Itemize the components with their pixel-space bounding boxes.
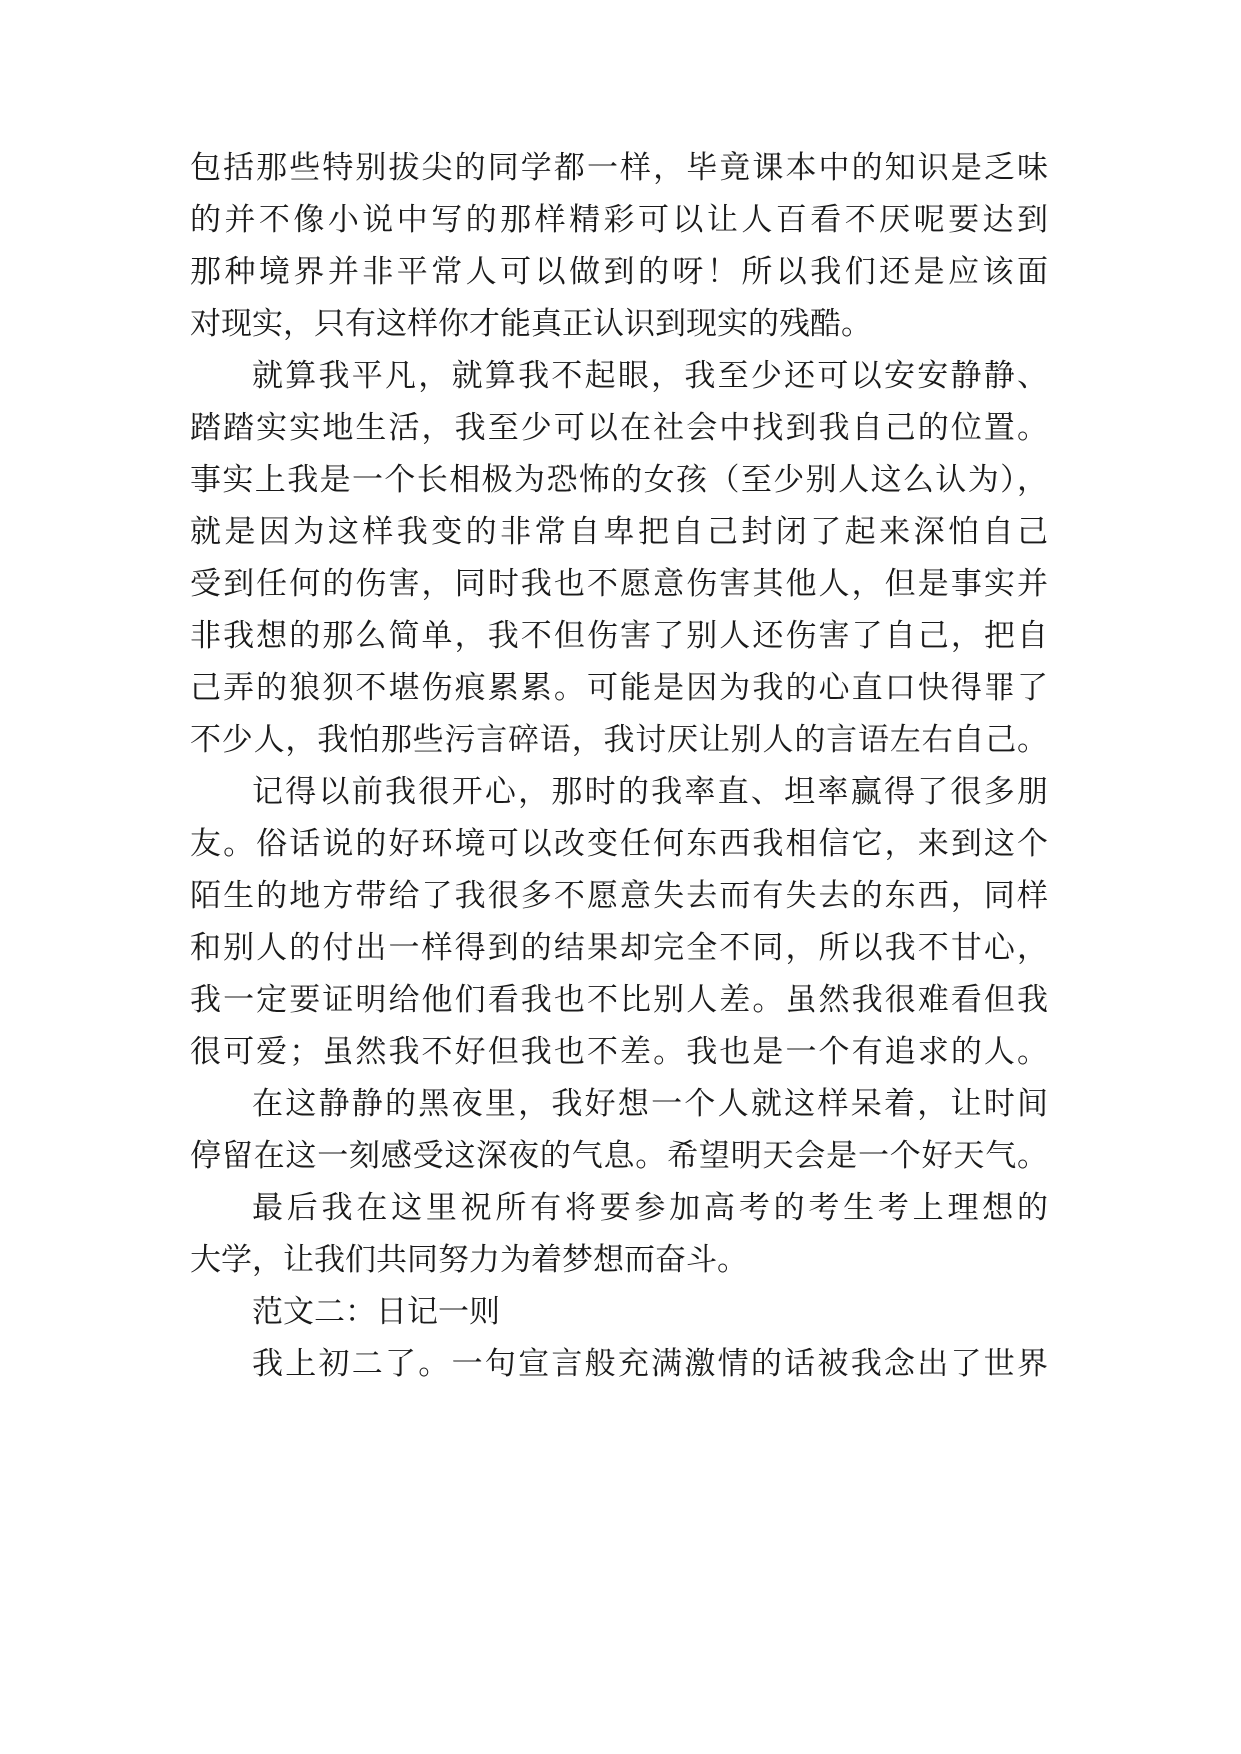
text-line: 和别人的付出一样得到的结果却完全不同，所以我不甘心， — [190, 930, 1048, 966]
text-line: 就是因为这样我变的非常自卑把自己封闭了起来深怕自己 — [190, 514, 1048, 550]
text-line: 包括那些特别拔尖的同学都一样，毕竟课本中的知识是乏味 — [190, 150, 1048, 186]
text-line: 友。俗话说的好环境可以改变任何东西我相信它，来到这个 — [190, 826, 1048, 862]
text-line: 很可爱；虽然我不好但我也不差。我也是一个有追求的人。 — [190, 1034, 1048, 1070]
text-line: 受到任何的伤害，同时我也不愿意伤害其他人，但是事实并 — [190, 566, 1048, 602]
section-heading: 范文二：日记一则 — [252, 1294, 500, 1330]
text-line: 踏踏实实地生活，我至少可以在社会中找到我自己的位置。 — [190, 410, 1048, 446]
text-line: 陌生的地方带给了我很多不愿意失去而有失去的东西，同样 — [190, 878, 1048, 914]
paragraph-first-line: 在这静静的黑夜里，我好想一个人就这样呆着，让时间 — [252, 1086, 1048, 1122]
text-line: 停留在这一刻感受这深夜的气息。希望明天会是一个好天气。 — [190, 1138, 1048, 1174]
paragraph-first-line: 最后我在这里祝所有将要参加高考的考生考上理想的 — [252, 1190, 1048, 1226]
paragraph-first-line: 记得以前我很开心，那时的我率直、坦率赢得了很多朋 — [252, 774, 1048, 810]
text-line: 对现实，只有这样你才能真正认识到现实的残酷。 — [190, 306, 872, 342]
text-line: 非我想的那么简单，我不但伤害了别人还伤害了自己，把自 — [190, 618, 1048, 654]
text-line: 那种境界并非平常人可以做到的呀！所以我们还是应该面 — [190, 254, 1048, 290]
paragraph-first-line: 我上初二了。一句宣言般充满激情的话被我念出了世界 — [252, 1346, 1048, 1382]
text-line: 事实上我是一个长相极为恐怖的女孩（至少别人这么认为）， — [190, 462, 1048, 498]
text-line: 不少人，我怕那些污言碎语，我讨厌让别人的言语左右自己。 — [190, 722, 1048, 758]
text-line: 大学，让我们共同努力为着梦想而奋斗。 — [190, 1242, 748, 1278]
paragraph-first-line: 就算我平凡，就算我不起眼，我至少还可以安安静静、 — [252, 358, 1048, 394]
text-line: 的并不像小说中写的那样精彩可以让人百看不厌呢要达到 — [190, 202, 1048, 238]
text-line: 我一定要证明给他们看我也不比别人差。虽然我很难看但我 — [190, 982, 1048, 1018]
text-line: 己弄的狼狈不堪伤痕累累。可能是因为我的心直口快得罪了 — [190, 670, 1048, 706]
